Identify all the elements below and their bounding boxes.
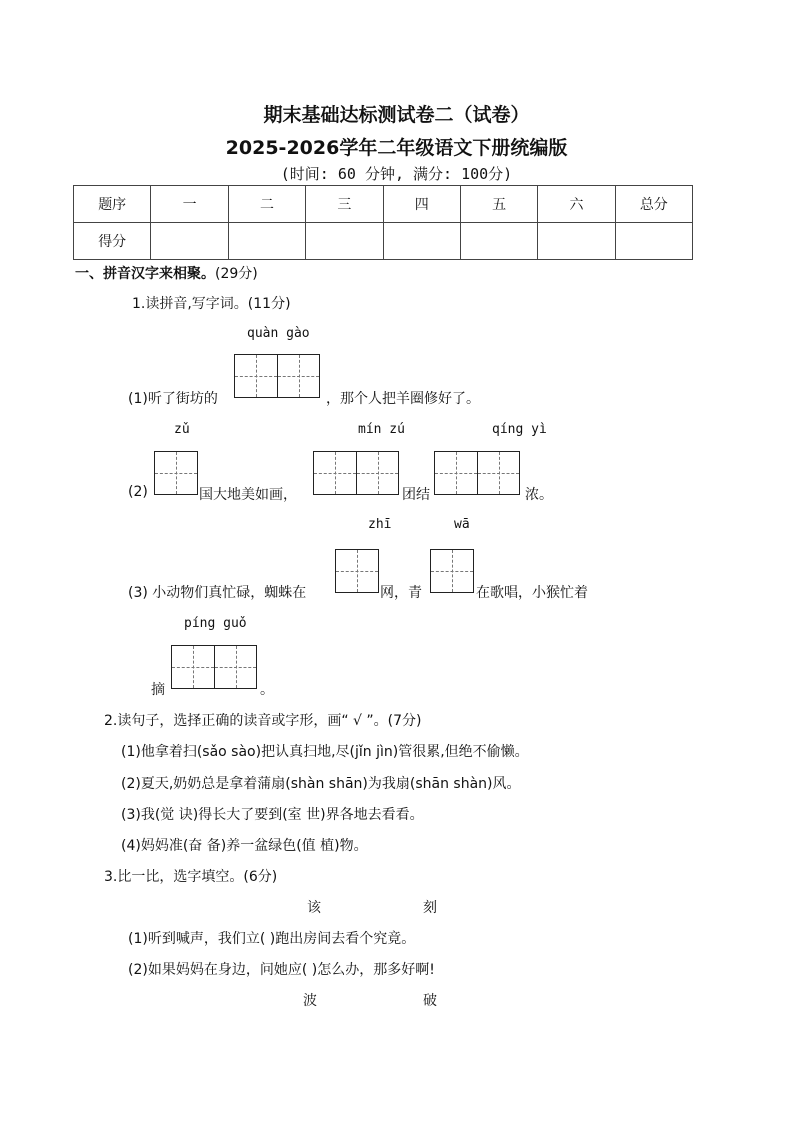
writing-cell[interactable]: [235, 355, 277, 397]
writing-grid[interactable]: [313, 451, 399, 495]
score-header-cell: 四: [383, 186, 460, 223]
section-heading-text: 一、拼音汉字来相聚。: [75, 266, 215, 282]
writing-cell[interactable]: [155, 452, 197, 494]
sentence-text: 在歌唱，小猴忙着: [476, 585, 588, 601]
pinyin-label: wā: [454, 517, 470, 532]
writing-grid[interactable]: [171, 645, 257, 689]
writing-cell[interactable]: [214, 646, 256, 688]
writing-grid[interactable]: [234, 354, 320, 398]
writing-cell[interactable]: [431, 550, 473, 592]
score-header-cell: 三: [306, 186, 383, 223]
choice-character: 该: [307, 900, 321, 916]
exam-subtitle: 2025-2026学年二年级语文下册统编版: [225, 137, 568, 159]
writing-cell[interactable]: [336, 550, 378, 592]
question-item: (1)听到喊声，我们立( )跑出房间去看个究竟。: [128, 931, 416, 947]
writing-grid[interactable]: [335, 549, 379, 593]
score-header-cell: 题序: [74, 186, 151, 223]
score-input-cell[interactable]: [615, 223, 692, 260]
score-input-cell[interactable]: [460, 223, 537, 260]
score-header-cell: 五: [460, 186, 537, 223]
exam-meta: (时间: 60 分钟, 满分: 100分): [280, 165, 513, 183]
question-title: 1.读拼音,写字词。(11分): [132, 296, 291, 312]
choice-character: 刻: [423, 900, 437, 916]
score-header-cell: 二: [228, 186, 305, 223]
question-item: (2)夏天,奶奶总是拿着蒲扇(shàn shān)为我扇(shān shàn)风。: [121, 776, 521, 792]
choice-character: 破: [423, 993, 437, 1009]
pinyin-label: zhī: [368, 517, 392, 532]
score-header-cell: 六: [538, 186, 615, 223]
writing-cell[interactable]: [477, 452, 519, 494]
score-header-cell: 一: [151, 186, 228, 223]
sentence-text: 团结: [402, 487, 430, 503]
sentence-text: (1)听了街坊的: [128, 391, 218, 407]
score-table-header-row: [74, 186, 693, 223]
score-header-cell: 总分: [615, 186, 692, 223]
pinyin-label: píng guǒ: [184, 616, 247, 631]
question-item: (4)妈妈准(奋 备)养一盆绿色(值 植)物。: [121, 838, 368, 854]
score-input-cell[interactable]: [151, 223, 228, 260]
pinyin-label: qíng yì: [492, 422, 547, 437]
sentence-text: 网，青: [380, 585, 422, 601]
score-input-cell[interactable]: [383, 223, 460, 260]
choice-character: 波: [303, 993, 317, 1009]
writing-cell[interactable]: [277, 355, 319, 397]
sentence-text: 摘: [151, 682, 165, 698]
sentence-text: ，那个人把羊圈修好了。: [326, 391, 480, 407]
writing-cell[interactable]: [356, 452, 398, 494]
exam-title: 期末基础达标测试卷二（试卷）: [263, 104, 530, 126]
writing-cell[interactable]: [172, 646, 214, 688]
sentence-text: 国大地美如画，: [199, 487, 297, 503]
section-points: (29分): [215, 266, 258, 282]
writing-grid[interactable]: [434, 451, 520, 495]
sentence-text: 浓。: [525, 487, 553, 503]
section-heading: [75, 263, 258, 283]
score-row-label: 得分: [74, 223, 151, 260]
pinyin-label: quàn gào: [247, 326, 310, 341]
writing-grid[interactable]: [430, 549, 474, 593]
score-input-cell[interactable]: [538, 223, 615, 260]
sentence-text: (3) 小动物们真忙碌，蜘蛛在: [128, 585, 307, 601]
question-title: 2.读句子，选择正确的读音或字形，画“ √ ”。(7分): [104, 713, 422, 729]
question-item: (3)我(觉 诀)得长大了要到(室 世)界各地去看看。: [121, 807, 424, 823]
score-table-score-row: [74, 223, 693, 260]
writing-grid[interactable]: [154, 451, 198, 495]
pinyin-label: mín zú: [358, 422, 405, 437]
question-title: 3.比一比，选字填空。(6分): [104, 869, 278, 885]
score-input-cell[interactable]: [306, 223, 383, 260]
sentence-label: (2): [128, 484, 148, 500]
sentence-text: 。: [260, 682, 274, 698]
question-item: (1)他拿着扫(sǎo sào)把认真扫地,尽(jǐn jìn)管很累,但绝不偷懒。: [121, 744, 529, 760]
writing-cell[interactable]: [435, 452, 477, 494]
writing-cell[interactable]: [314, 452, 356, 494]
question-item: (2)如果妈妈在身边，问她应( )怎么办，那多好啊!: [128, 962, 435, 978]
score-table: [73, 185, 693, 260]
pinyin-label: zǔ: [174, 422, 190, 437]
score-input-cell[interactable]: [228, 223, 305, 260]
